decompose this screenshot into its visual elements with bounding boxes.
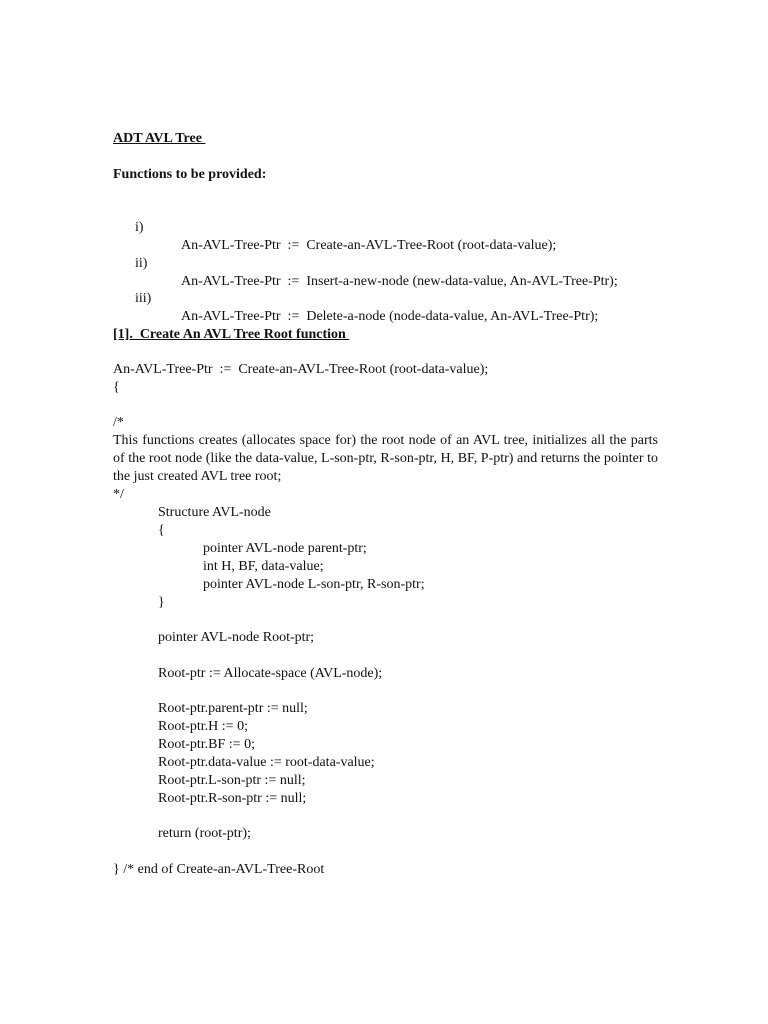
struct-close-brace: } [158,595,165,610]
return-statement: return (root-ptr); [158,826,251,841]
function-item-text: An-AVL-Tree-Ptr := Create-an-AVL-Tree-Root (root-data-value); [181,238,557,253]
assignment-statement: Root-ptr.L-son-ptr := null; [158,773,306,788]
comment-text: This functions creates (allocates space for) the root node of an AVL tree, initializes all the parts of the root node (like the data-value, L-son-ptr, R-son-ptr, H, BF, P-ptr) and returns the pointer to the just created AVL tree root; [113,433,658,484]
function-item-number: i) [135,220,144,235]
struct-declaration: Structure AVL-node [158,505,271,520]
assignment-statement: Root-ptr.parent-ptr := null; [158,701,308,716]
functions-heading: Functions to be provided: [113,167,267,182]
struct-field: int H, BF, data-value; [203,559,324,574]
end-of-function: } /* end of Create-an-AVL-Tree-Root [113,862,325,877]
assignment-statement: Root-ptr.data-value := root-data-value; [158,755,375,770]
document-title: ADT AVL Tree [113,131,206,146]
assignment-statement: Root-ptr.BF := 0; [158,737,255,752]
function-item-number: iii) [135,291,152,306]
function-item-text: An-AVL-Tree-Ptr := Insert-a-new-node (new-data-value, An-AVL-Tree-Ptr); [181,274,618,289]
function-item-text: An-AVL-Tree-Ptr := Delete-a-node (node-data-value, An-AVL-Tree-Ptr); [181,309,599,324]
struct-field: pointer AVL-node parent-ptr; [203,541,367,556]
struct-open-brace: { [158,523,165,538]
assignment-statement: Root-ptr.R-son-ptr := null; [158,791,307,806]
comment-open: /* [113,415,124,430]
function-item-number: ii) [135,256,148,271]
assignment-statement: Root-ptr.H := 0; [158,719,248,734]
open-brace: { [113,380,120,395]
allocate-statement: Root-ptr := Allocate-space (AVL-node); [158,666,383,681]
comment-close: */ [113,487,124,502]
section-heading: [1]. Create An AVL Tree Root function [113,327,350,342]
function-signature: An-AVL-Tree-Ptr := Create-an-AVL-Tree-Root (root-data-value); [113,362,489,377]
root-pointer-declaration: pointer AVL-node Root-ptr; [158,630,315,645]
struct-field: pointer AVL-node L-son-ptr, R-son-ptr; [203,577,425,592]
